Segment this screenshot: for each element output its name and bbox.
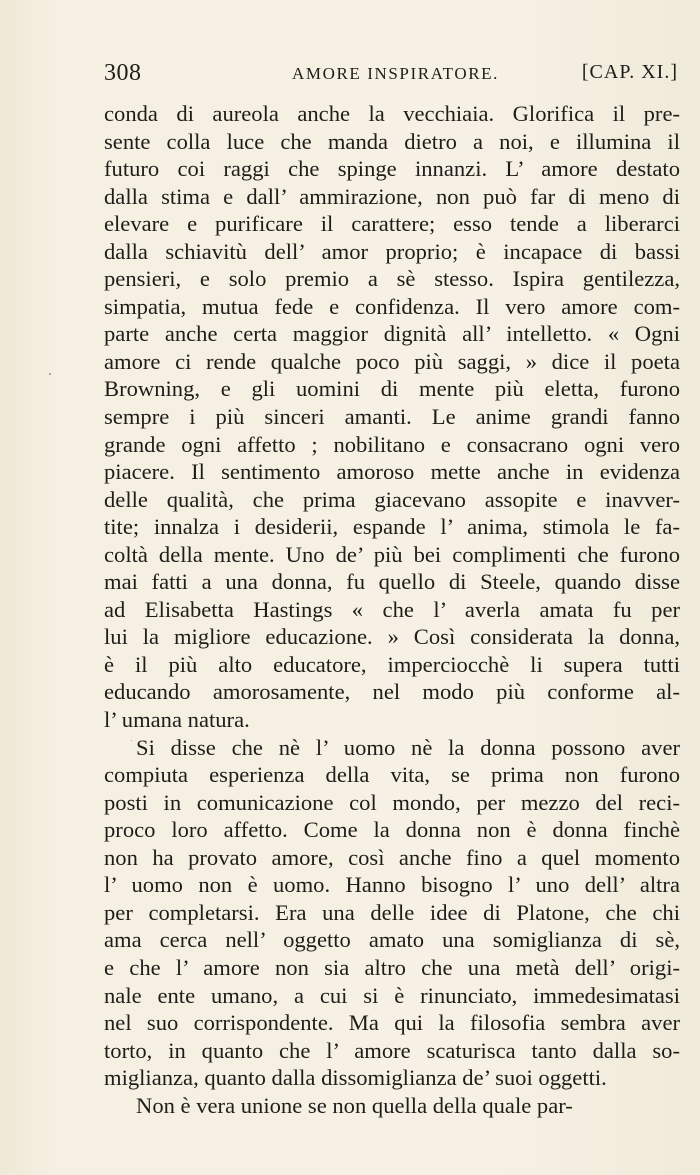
text-line: parte anche certa maggior dignità all’ intelletto. « Ogni xyxy=(104,321,680,347)
body-text xyxy=(104,100,680,1119)
text-line: elevare e purificare il carattere; esso tende a liberarci xyxy=(104,211,680,237)
text-line: l’ uomo non è uomo. Hanno bisogno l’ uno dell’ altra xyxy=(104,872,680,898)
text-line: delle qualità, che prima giacevano assopite e inavver- xyxy=(104,486,680,512)
text-line: posti in comunicazione col mondo, per mezzo del reci- xyxy=(104,789,680,815)
text-line: piacere. Il sentimento amoroso mette anche in evidenza xyxy=(104,459,680,485)
text-line: mai fatti a una donna, fu quello di Steele, quando disse xyxy=(104,569,680,595)
text-line: l’ umana natura. xyxy=(104,707,250,733)
text-line: tite; innalza i desiderii, espande l’ anima, stimola le fa- xyxy=(104,514,680,540)
text-line: pensieri, e solo premio a sè stesso. Ispira gentilezza, xyxy=(104,266,680,292)
page-number: 308 xyxy=(104,60,142,86)
text-line: non ha provato amore, così anche fino a quel momento xyxy=(104,844,680,870)
text-line: conda di aureola anche la vecchiaia. Glorifica il pre- xyxy=(104,101,680,126)
text-line: per completarsi. Era una delle idee di Platone, che chi xyxy=(104,899,680,925)
text-line: futuro coi raggi che spinge innanzi. L’ amore destato xyxy=(104,156,680,182)
text-line: Browning, e gli uomini di mente più eletta, furono xyxy=(104,376,680,402)
text-line: nale ente umano, a cui si è rinunciato, immedesimatasi xyxy=(104,982,680,1008)
text-line: e che l’ amore non sia altro che una metà dell’ origi- xyxy=(104,954,680,980)
text-line: proco loro affetto. Come la donna non è donna finchè xyxy=(104,817,680,843)
text-line: dalla stima e dall’ ammirazione, non può far di meno di xyxy=(104,183,680,209)
text-line: ama cerca nell’ oggetto amato una somiglianza di sè, xyxy=(104,927,680,953)
running-header xyxy=(104,60,678,94)
paper-speck xyxy=(131,740,132,741)
text-line: è il più alto educatore, imperciocchè li supera tutti xyxy=(104,651,680,677)
text-line: sempre i più sinceri amanti. Le anime grandi fanno xyxy=(104,404,680,430)
text-line: compiuta esperienza della vita, se prima non furono xyxy=(104,762,680,788)
text-line: ad Elisabetta Hastings « che l’ averla amata fu per xyxy=(104,596,680,622)
text-line: nel suo corrispondente. Ma qui la filosofia sembra aver xyxy=(104,1010,680,1036)
text-line: sente colla luce che manda dietro a noi, e illumina il xyxy=(104,128,680,154)
text-line: Non è vera unione se non quella della quale par- xyxy=(136,1092,573,1118)
text-line: dalla schiavitù dell’ amor proprio; è incapace di bassi xyxy=(104,238,680,264)
text-line: miglianza, quanto dalla dissomiglianza de’ suoi oggetti. xyxy=(104,1065,607,1091)
text-line: Si disse che nè l’ uomo nè la donna possono aver xyxy=(136,734,680,760)
text-line: educando amorosamente, nel modo più conforme al- xyxy=(104,679,680,705)
chapter-label: [CAP. XI.] xyxy=(581,61,678,83)
text-line: torto, in quanto che l’ amore scaturisca tanto dalla so- xyxy=(104,1037,680,1063)
text-line: grande ogni affetto ; nobilitano e consacrano ogni vero xyxy=(104,431,680,457)
text-line: amore ci rende qualche poco più saggi, » dice il poeta xyxy=(104,348,680,374)
text-line: simpatia, mutua fede e confidenza. Il vero amore com- xyxy=(104,293,680,319)
text-line: coltà della mente. Uno de’ più bei complimenti che furono xyxy=(104,541,680,567)
paper-speck xyxy=(49,373,51,375)
text-line: lui la migliore educazione. » Così considerata la donna, xyxy=(104,624,680,650)
running-title: AMORE INSPIRATORE. xyxy=(292,64,500,83)
